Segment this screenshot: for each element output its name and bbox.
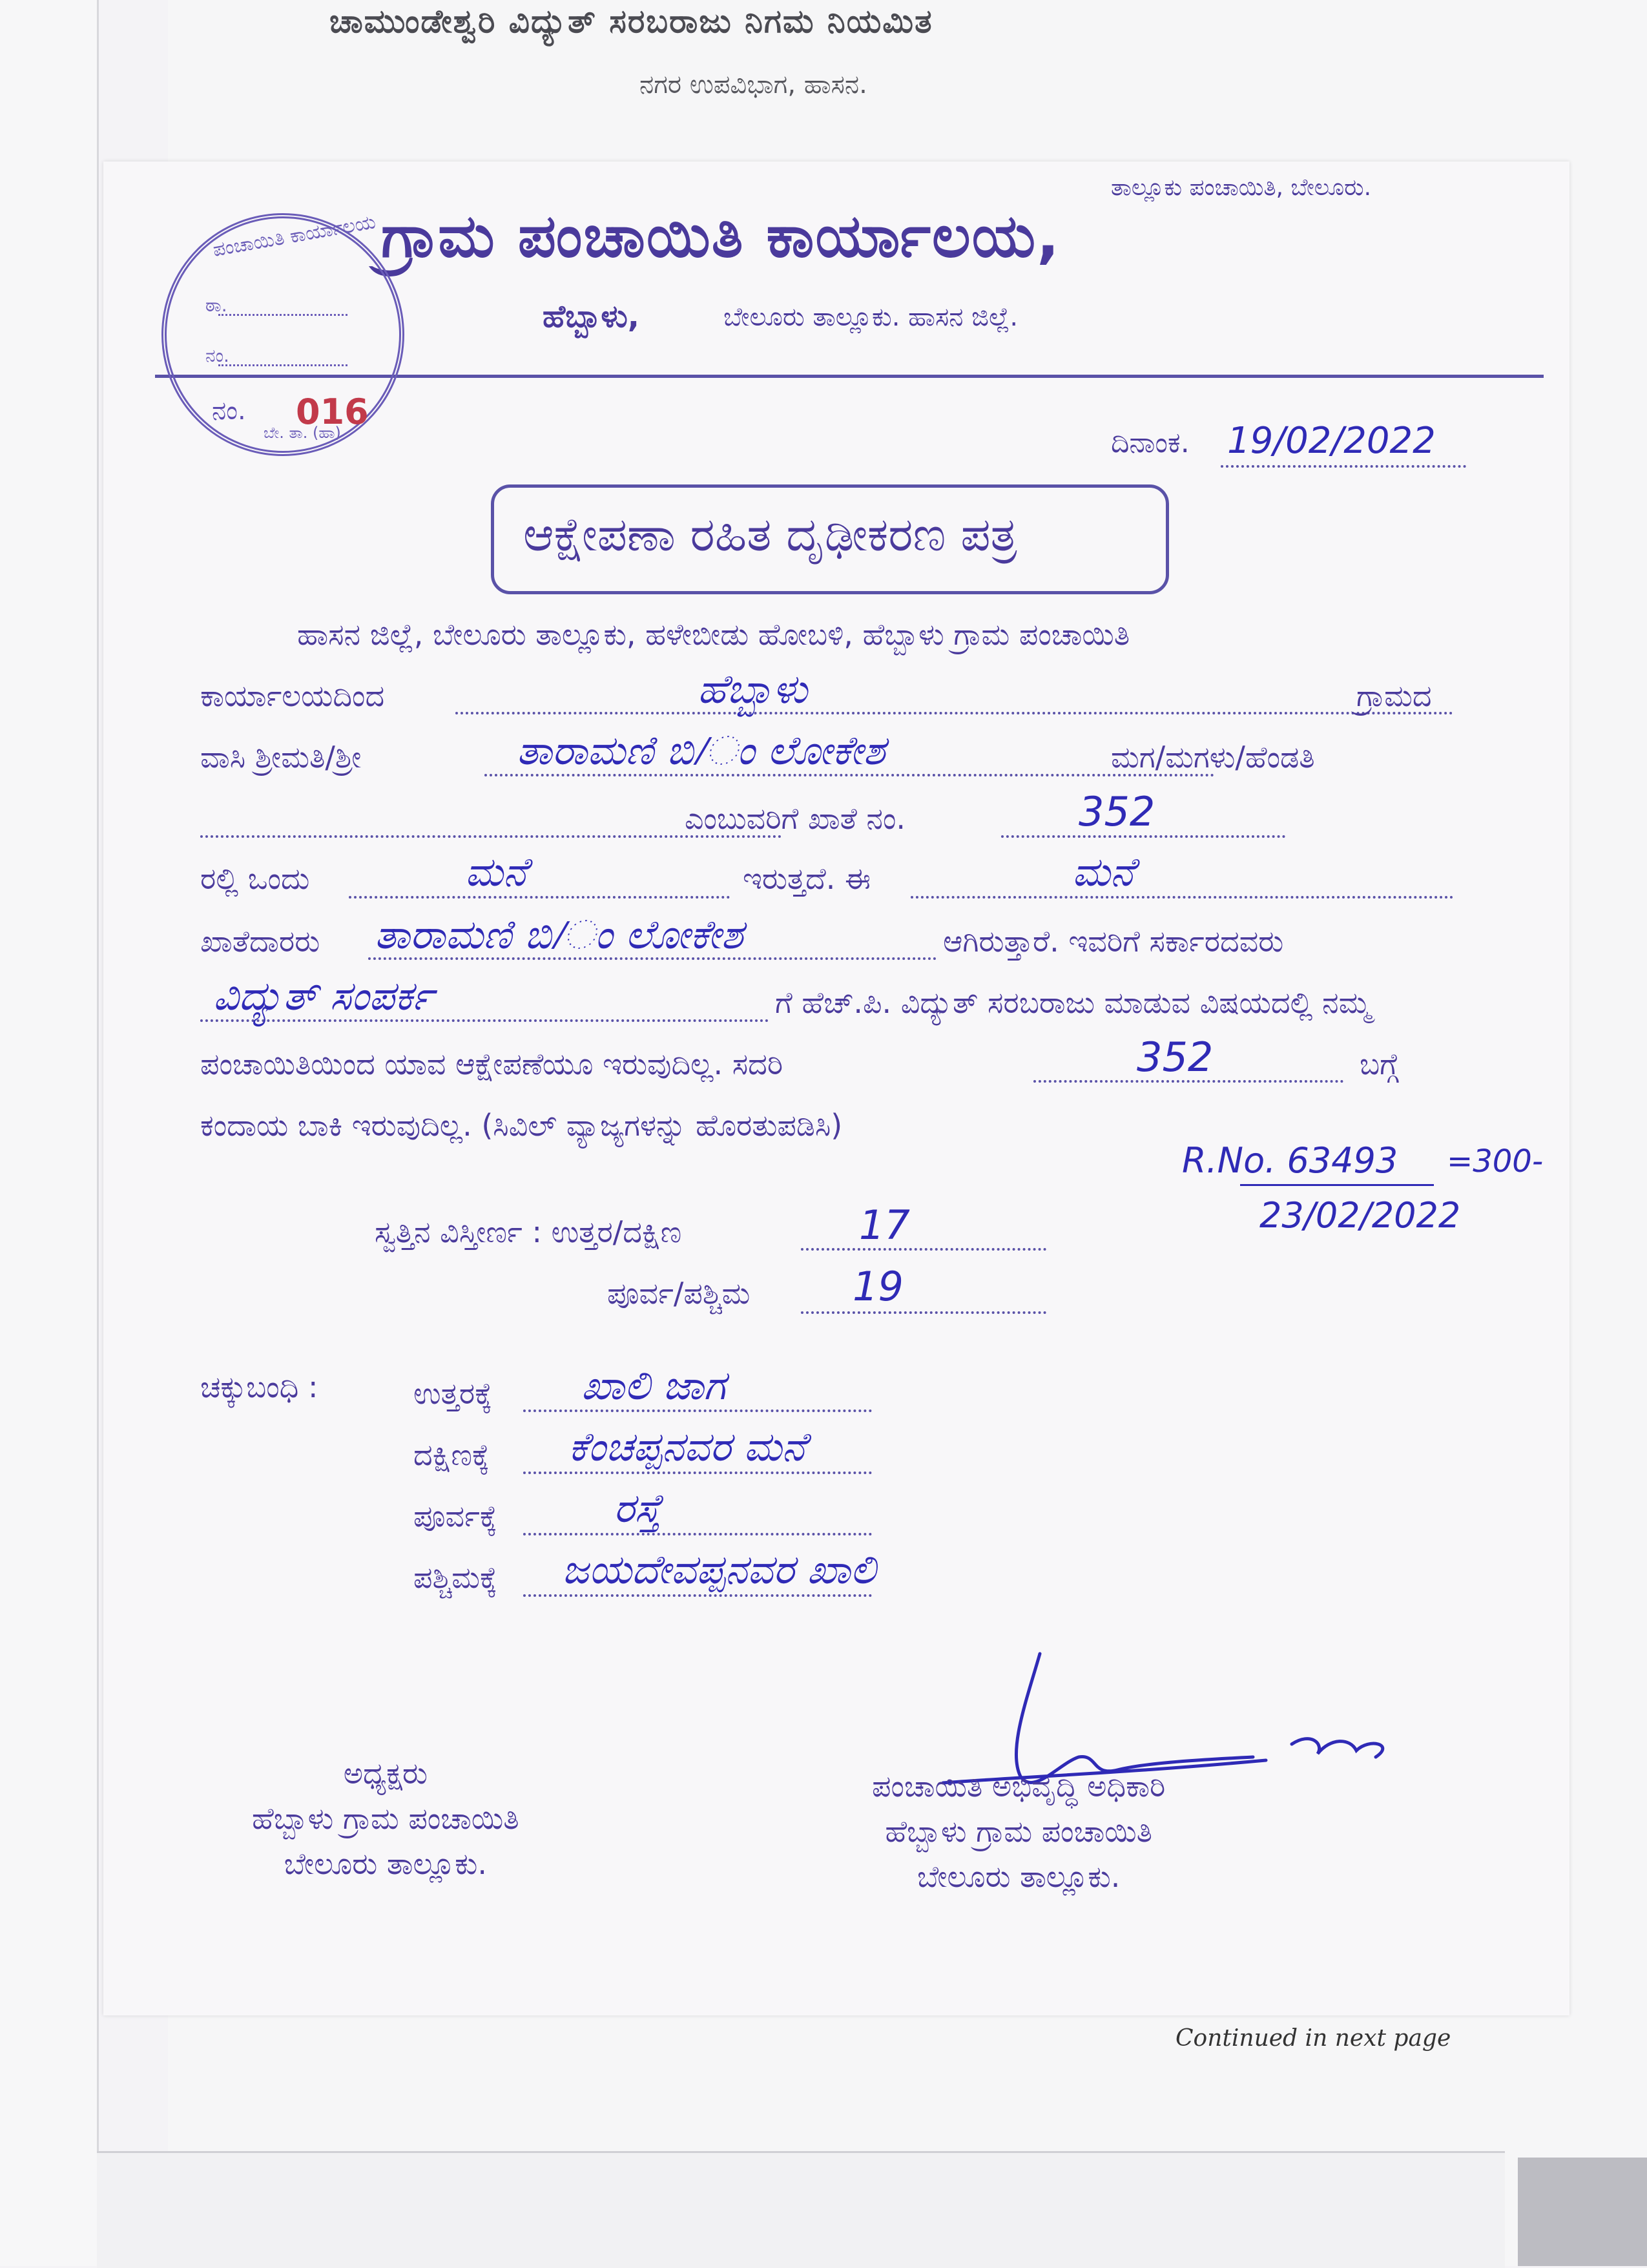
receipt-amount: =300- (1447, 1143, 1544, 1180)
property-type-fill-2: ಮನೆ (1072, 848, 1134, 895)
receipt-date: 23/02/2022 (1259, 1195, 1461, 1236)
seal-bottom-text: ಬೇ. ತಾ. (ಹಾ) (264, 424, 341, 442)
extent-east-west: 19 (853, 1263, 904, 1310)
body-line-3-lead: ವಾಸಿ ಶ್ರೀಮತಿ/ಶ್ರೀ (200, 740, 362, 775)
boundary-west: ಜಯದೇವಪ್ಪನವರ ಖಾಲಿ (562, 1546, 876, 1593)
body-line-3-tail: ಮಗ/ಮಗಳು/ಹೆಂಡತಿ (1111, 740, 1315, 775)
back-sheet-title: ಚಾಮುಂಡೇಶ್ವರಿ ವಿದ್ಯುತ್ ಸರಬರಾಜು ನಿಗಮ ನಿಯಮಿತ (329, 3, 933, 40)
chair-title: ಅಧ್ಯಕ್ಷರು (343, 1756, 428, 1791)
back-sheet-header (116, 0, 1473, 129)
extent-north-south: 17 (859, 1202, 910, 1249)
purpose-fill: ವಿದ್ಯುತ್ ಸಂಪರ್ಕ (213, 972, 434, 1019)
resident-name-fill: ತಾರಾಮಣಿ ಬಿ/ಂ ಲೋಕೇಶ (517, 727, 886, 774)
body-line-2-dots (455, 712, 1453, 714)
khata-number-fill: 352 (1079, 788, 1155, 835)
body-line-7-tail: ಗೆ ಹೆಚ್.ಪಿ. ವಿದ್ಯುತ್ ಸರಬರಾಜು ಮಾಡುವ ವಿಷಯದಲ್ಲಿ ನಮ್ಮ (775, 985, 1371, 1020)
office-taluk: ಬೇಲೂರು ತಾಲ್ಲೂಕು. ಹಾಸನ ಜಿಲ್ಲೆ. (723, 302, 1019, 332)
back-sheet-subtitle: ನಗರ ಉಪವಿಭಾಗ, ಹಾಸನ. (639, 70, 867, 99)
date-value: 19/02/2022 (1227, 420, 1436, 462)
seal-number: 016 (296, 391, 369, 432)
boundary-south-dots (523, 1472, 872, 1474)
date-dots (1221, 465, 1466, 468)
certificate-title: ಆಕ್ಷೇಪಣಾ ರಹಿತ ದೃಢೀಕರಣ ಪತ್ರ (523, 507, 1017, 561)
office-title: ಗ್ರಾಮ ಪಂಚಾಯಿತಿ ಕಾರ್ಯಾಲಯ, (381, 202, 1061, 271)
boundary-east-label: ಪೂರ್ವಕ್ಕೆ (413, 1499, 497, 1534)
village-fill: ಹೆಬ್ಬಾಳು (698, 665, 808, 713)
extent-ns-dots (801, 1248, 1046, 1251)
boundary-west-dots (523, 1594, 872, 1597)
extent-label-2: ಪೂರ್ವ/ಪಶ್ಚಿಮ (607, 1276, 751, 1311)
boundary-south-label: ದಕ್ಷಿಣಕ್ಕೆ (413, 1437, 490, 1472)
officer-signature-block (872, 1763, 1165, 1899)
officer-title: ಪಂಚಾಯಿತಿ ಅಭಿವೃದ್ಧಿ ಅಧಿಕಾರಿ (872, 1769, 1166, 1804)
boundary-south: ಕೆಂಚಪ್ಪನವರ ಮನೆ (568, 1423, 806, 1470)
bottom-sheet (97, 2151, 1505, 2268)
chair-panchayat: ಹೆಬ್ಬಾಳು ಗ್ರಾಮ ಪಂಚಾಯಿತಿ (252, 1801, 519, 1836)
property-type-fill: ಮನೆ (465, 848, 527, 895)
officer-taluk: ಬೇಲೂರು ತಾಲ್ಲೂಕು. (917, 1859, 1121, 1894)
boundary-north-dots (523, 1410, 872, 1412)
body-line-5-dots-b (911, 896, 1453, 899)
seal-line2 (218, 364, 347, 366)
seal-line2-label: ನಂ. (205, 345, 229, 366)
seal-number-label: ನಂ. (212, 396, 246, 426)
boundary-west-label: ಪಶ್ಚಿಮಕ್ಕೆ (413, 1560, 497, 1595)
boundary-north: ಖಾಲಿ ಜಾಗ (581, 1362, 726, 1409)
boundary-north-label: ಉತ್ತರಕ್ಕೆ (413, 1376, 493, 1411)
body-line-2-lead: ಕಾರ್ಯಾಲಯದಿಂದ (200, 678, 385, 713)
taluk-panchayat-header: ತಾಲ್ಲೂಕು ಪಂಚಾಯಿತಿ, ಬೇಲೂರು. (1111, 174, 1372, 201)
seal-line1 (218, 314, 347, 316)
boundaries-label: ಚಕ್ಕುಬಂಧಿ : (200, 1369, 318, 1404)
khata-holder-fill: ತಾರಾಮಣಿ ಬಿ/ಂ ಲೋಕೇಶ (375, 911, 743, 958)
boundary-east: ರಸ್ತೆ (614, 1484, 661, 1532)
body-line-1: ಹಾಸನ ಜಿಲ್ಲೆ, ಬೇಲೂರು ತಾಲ್ಲೂಕು, ಹಳೇಬೀಡು ಹೋಬಳಿ, ಹೆಬ್ಬಾಳು ಗ್ರಾಮ ಪಂಚಾಯಿತಿ (297, 617, 1130, 652)
body-line-5-dots-a (349, 896, 730, 899)
date-label: ದಿನಾಂಕ. (1111, 426, 1190, 459)
panchayat-seal (161, 213, 404, 456)
body-line-4-dots-b (1001, 835, 1285, 838)
extent-ew-dots (801, 1311, 1046, 1314)
seal-top-text: ಪಂಚಾಯಿತಿ ಕಾರ್ಯಾಲಯ (211, 211, 378, 262)
body-line-8-lead: ಪಂಚಾಯಿತಿಯಿಂದ ಯಾವ ಆಕ್ಷೇಪಣೆಯೂ ಇರುವುದಿಲ್ಲ. ಸದರಿ (200, 1046, 783, 1081)
body-line-5-mid: ಇರುತ್ತದೆ. ಈ (743, 861, 871, 896)
body-line-6-lead: ಖಾತೆದಾರರು (200, 924, 320, 959)
left-paper-strip (0, 0, 99, 2266)
receipt-number: R.No. 63493 (1182, 1140, 1398, 1181)
officer-panchayat: ಹೆಬ್ಬಾಳು ಗ್ರಾಮ ಪಂಚಾಯಿತಿ (885, 1814, 1152, 1849)
body-line-9: ಕಂದಾಯ ಬಾಕಿ ಇರುವುದಿಲ್ಲ. (ಸಿವಿಲ್ ವ್ಯಾಜ್ಯಗಳನ್ನು ಹೊರತುಪಡಿಸಿ) (200, 1108, 843, 1143)
body-line-8-tail: ಬಗ್ಗೆ (1360, 1046, 1399, 1081)
khata-ref-fill: 352 (1137, 1034, 1214, 1081)
bottom-dark-area (1518, 2158, 1647, 2266)
body-line-5-lead: ರಲ್ಲಿ ಒಂದು (200, 861, 310, 896)
body-line-4-lead: ಎಂಬುವರಿಗೆ ಖಾತೆ ನಂ. (685, 801, 906, 836)
receipt-underline (1240, 1184, 1434, 1186)
body-line-6-tail: ಆಗಿರುತ್ತಾರೆ. ಇವರಿಗೆ ಸರ್ಕಾರದವರು (943, 924, 1284, 959)
seal-line1-label: ಠಾ. (205, 295, 227, 316)
boundary-east-dots (523, 1533, 872, 1535)
extent-label: ಸ್ವತ್ತಿನ ವಿಸ್ತೀರ್ಣ : ಉತ್ತರ/ದಕ್ಷಿಣ (375, 1214, 682, 1249)
body-line-2-tail: ಗ್ರಾಮದ (1356, 678, 1432, 713)
chair-taluk: ಬೇಲೂರು ತಾಲ್ಲೂಕು. (284, 1846, 488, 1881)
certificate-paper (103, 161, 1569, 2015)
office-place: ಹೆಬ್ಬಾಳು, (543, 298, 639, 335)
chairperson-signature-block (252, 1751, 519, 1886)
continued-note: Continued in next page (1176, 2025, 1451, 2052)
